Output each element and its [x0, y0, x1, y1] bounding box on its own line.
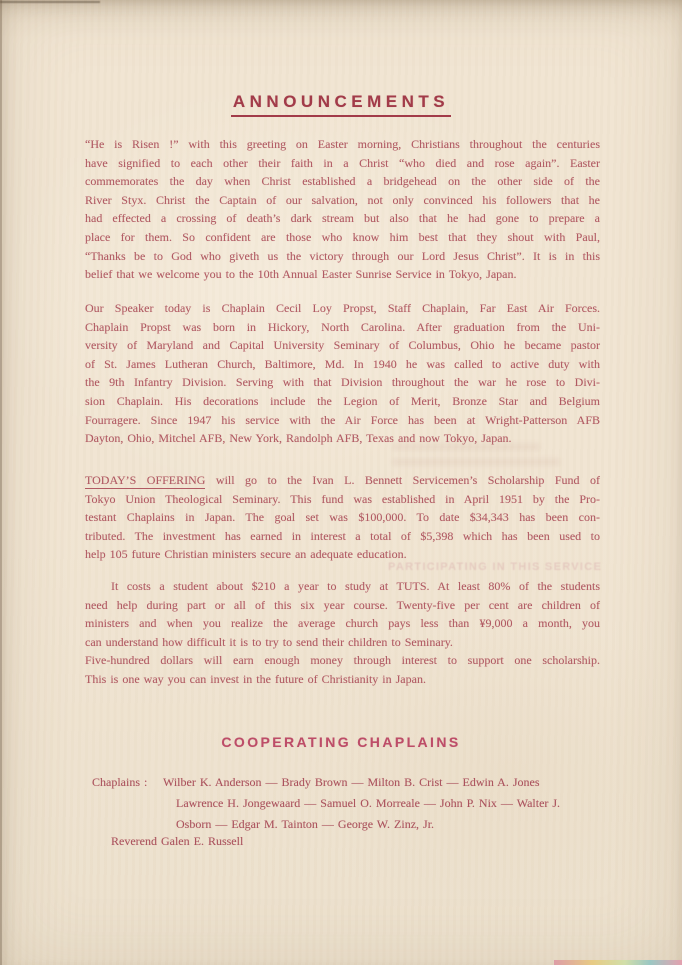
text-line: Fourragere. Since 1947 his service with the Air Force has been at Wright-Patterson AFB — [85, 412, 600, 427]
text-line: need help during part or all of this six year course. Twenty-five per cent are children of — [85, 597, 600, 612]
cooperating-chaplains-heading-row — [0, 727, 682, 754]
page-title-row — [0, 78, 682, 117]
text-line: Dayton, Ohio, Mitchel AFB, New York, Randolph AFB, Texas and now Tokyo, Japan. — [85, 431, 512, 446]
text-line: versity of Maryland and Capital University Seminary of Columbus, Ohio he became pastor — [85, 338, 600, 353]
text-line: the 9th Infantry Division. Serving with that Division throughout the war he rose to Divi- — [85, 375, 600, 390]
text-line: testant Chaplains in Japan. The goal set was $100,000. To date $34,343 has been con- — [85, 510, 600, 525]
text-line: “He is Risen !” with this greeting on Easter morning, Christians throughout the centuries — [85, 137, 600, 151]
reverend-name: Reverend Galen E. Russell — [111, 834, 244, 848]
text-line: It costs a student about $210 a year to study at TUTS. At least 80% of the students — [111, 579, 600, 593]
scan-edge-top — [0, 1, 100, 3]
cooperating-chaplains-heading: COOPERATING CHAPLAINS — [221, 734, 461, 750]
text-line: This is one way you can invest in the future of Christianity in Japan. — [85, 671, 426, 686]
chaplains-label: Chaplains : — [92, 775, 148, 789]
text-line: tributed. The investment has earned in interest a total of $5,398 which has been used to — [85, 528, 600, 543]
text-line: River Styx. Christ the Captain of our salvation, not only convinced his followers that he — [85, 192, 600, 207]
text-line: help 105 future Christian ministers secure an adequate education. — [85, 547, 407, 562]
text-line: “Thanks be to God who giveth us the victory through our Lord Jesus Christ”. It is in this — [85, 248, 600, 263]
text-line — [85, 471, 600, 490]
text-line: Wilber K. Anderson — Brady Brown — Milton B. Crist — Edwin A. Jones — [163, 775, 540, 789]
scan-color-stripe — [554, 960, 682, 965]
cost-paragraph-part-2 — [85, 651, 600, 688]
speaker-paragraph — [85, 299, 600, 448]
text-line: place for them. So confident are those who know him best that they shout with Paul, — [85, 229, 600, 244]
cost-paragraph — [85, 577, 600, 689]
text-line: commemorates the day when Christ established a bridgehead on the other side of the — [85, 174, 600, 189]
chaplains-names — [163, 772, 604, 835]
cost-paragraph-part-1 — [85, 577, 600, 651]
showthrough-smudge — [392, 458, 560, 466]
text-line: Chaplain Propst was born in Hickory, North Carolina. After graduation from the Uni- — [85, 319, 600, 334]
page-title: ANNOUNCEMENTS — [231, 92, 451, 117]
scan-edge-left — [0, 0, 2, 965]
offering-lead-underlined: TODAY’S OFFERING — [85, 473, 206, 487]
text-line: had effected a crossing of death’s dark stream but also that he had gone to prepare a — [85, 211, 600, 226]
offering-paragraph — [85, 471, 600, 564]
text-line: Osborn — Edgar M. Tainton — George W. Zinz, Jr. — [176, 817, 435, 831]
text-line: Our Speaker today is Chaplain Cecil Loy Propst, Staff Chaplain, Far East Air Forces. — [85, 301, 600, 315]
offering-lead-rest: will go to the Ivan L. Bennett Servicemen’s Scholarship Fund of — [205, 473, 600, 487]
text-line: have signified to each other their faith in a Christ “who died and rose again”. Easter — [85, 155, 600, 170]
cooperating-chaplains-list — [92, 772, 604, 835]
text-line: ministers and when you realize the average church pays less than ¥9,000 a month, you — [85, 616, 600, 631]
text-line: Five-hundred dollars will earn enough money through interest to support one scholarship. — [85, 653, 600, 668]
text-line: belief that we welcome you to the 10th Annual Easter Sunrise Service in Tokyo, Japan. — [85, 267, 517, 282]
intro-paragraph — [85, 135, 600, 284]
text-line: Lawrence H. Jongewaard — Samuel O. Morreale — John P. Nix — Walter J. — [176, 796, 561, 810]
ghost-showthrough-text: PARTICIPATING IN THIS SERVICE — [388, 561, 603, 573]
text-line: of St. James Lutheran Church, Baltimore, Md. In 1940 he was called to active duty with — [85, 356, 600, 371]
text-line: Tokyo Union Theological Seminary. This fund was established in April 1951 by the Pro- — [85, 491, 600, 506]
text-line: can understand how difficult it is to try to send their children to Seminary. — [85, 634, 453, 649]
text-line: sion Chaplain. His decorations include the Legion of Merit, Bronze Star and Belgium — [85, 393, 600, 408]
